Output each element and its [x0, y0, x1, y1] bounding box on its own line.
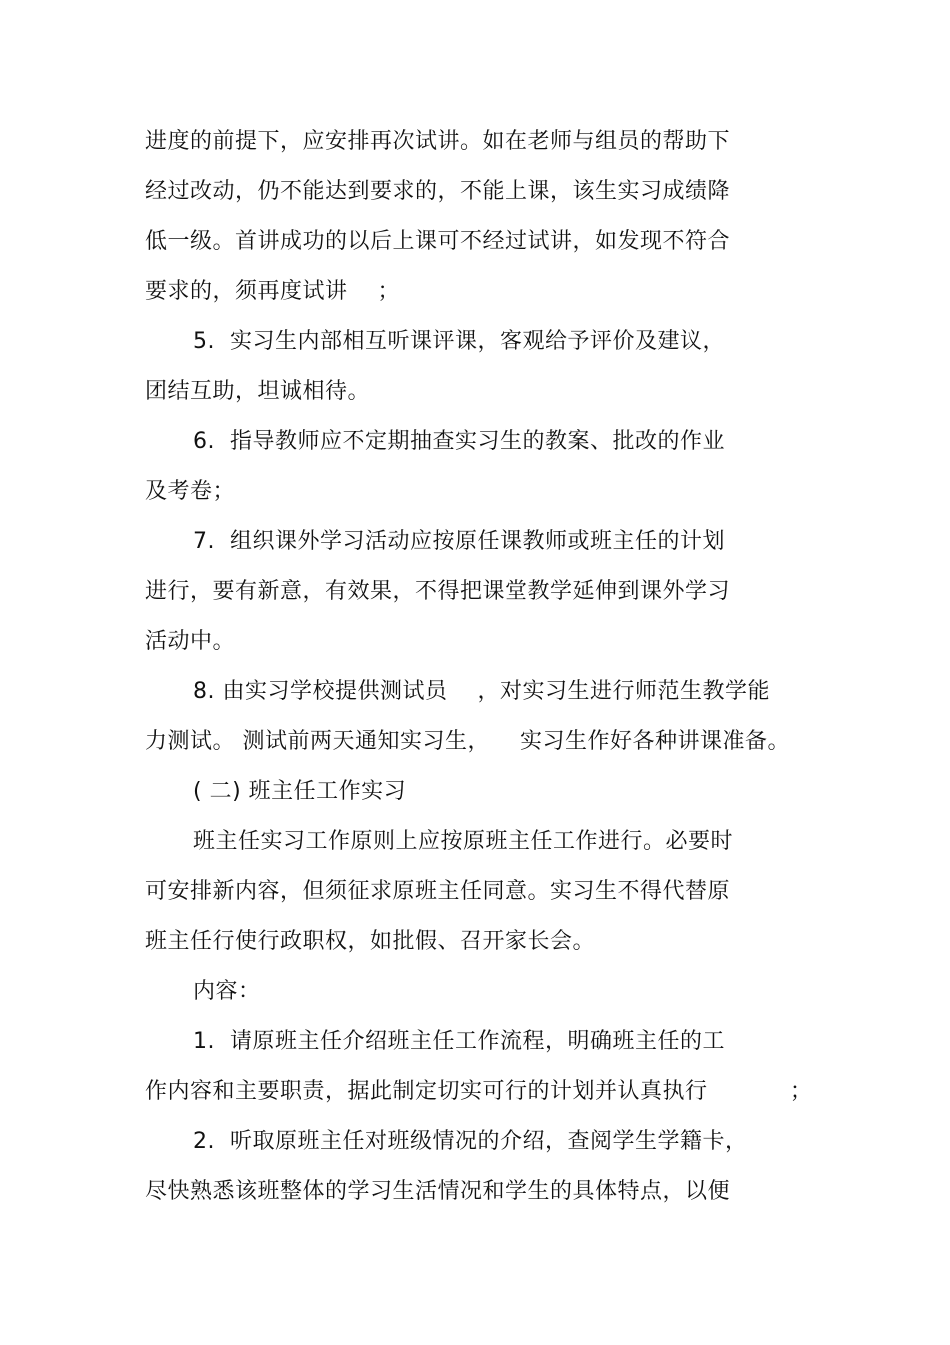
- list-item-7: 7. 组织课外学习活动应按原任课教师或班主任的计划: [193, 529, 725, 554]
- text-line: 作内容和主要职责，据此制定切实可行的计划并认真执行 ；: [145, 1079, 813, 1104]
- content-label: 内容：: [193, 979, 261, 1004]
- paragraph-line: 可安排新内容，但须征求原班主任同意。实习生不得代替原: [145, 879, 731, 904]
- text-line: 活动中。: [145, 629, 236, 654]
- text-line: 要求的，须再度试讲 ；: [145, 279, 400, 304]
- text-line: 力测试。 测试前两天通知实习生， 实习生作好各种讲课准备。: [145, 729, 790, 754]
- list-item-1: 1. 请原班主任介绍班主任工作流程，明确班主任的工: [193, 1029, 725, 1054]
- list-item-8: 8. 由实习学校提供测试员 ，对实习生进行师范生教学能: [193, 679, 770, 704]
- list-item-5: 5. 实习生内部相互听课评课，客观给予评价及建议，: [193, 329, 725, 354]
- text-line: 及考卷；: [145, 479, 236, 504]
- list-item-6: 6. 指导教师应不定期抽查实习生的教案、批改的作业: [193, 429, 725, 454]
- text-line: 进度的前提下，应安排再次试讲。如在老师与组员的帮助下: [145, 129, 731, 154]
- paragraph-line: 班主任行使行政职权，如批假、召开家长会。: [145, 929, 596, 954]
- text-line: 经过改动，仍不能达到要求的，不能上课，该生实习成绩降: [145, 179, 731, 204]
- section-heading: ( 二) 班主任工作实习: [193, 779, 407, 804]
- text-line: 团结互助，坦诚相待。: [145, 379, 371, 404]
- text-line: 尽快熟悉该班整体的学习生活情况和学生的具体特点，以便: [145, 1179, 731, 1204]
- paragraph-line: 班主任实习工作原则上应按原班主任工作进行。必要时: [193, 829, 734, 854]
- text-line: 低一级。首讲成功的以后上课可不经过试讲，如发现不符合: [145, 229, 731, 254]
- list-item-2: 2. 听取原班主任对班级情况的介绍，查阅学生学籍卡，: [193, 1129, 748, 1154]
- text-line: 进行，要有新意，有效果，不得把课堂教学延伸到课外学习: [145, 579, 731, 604]
